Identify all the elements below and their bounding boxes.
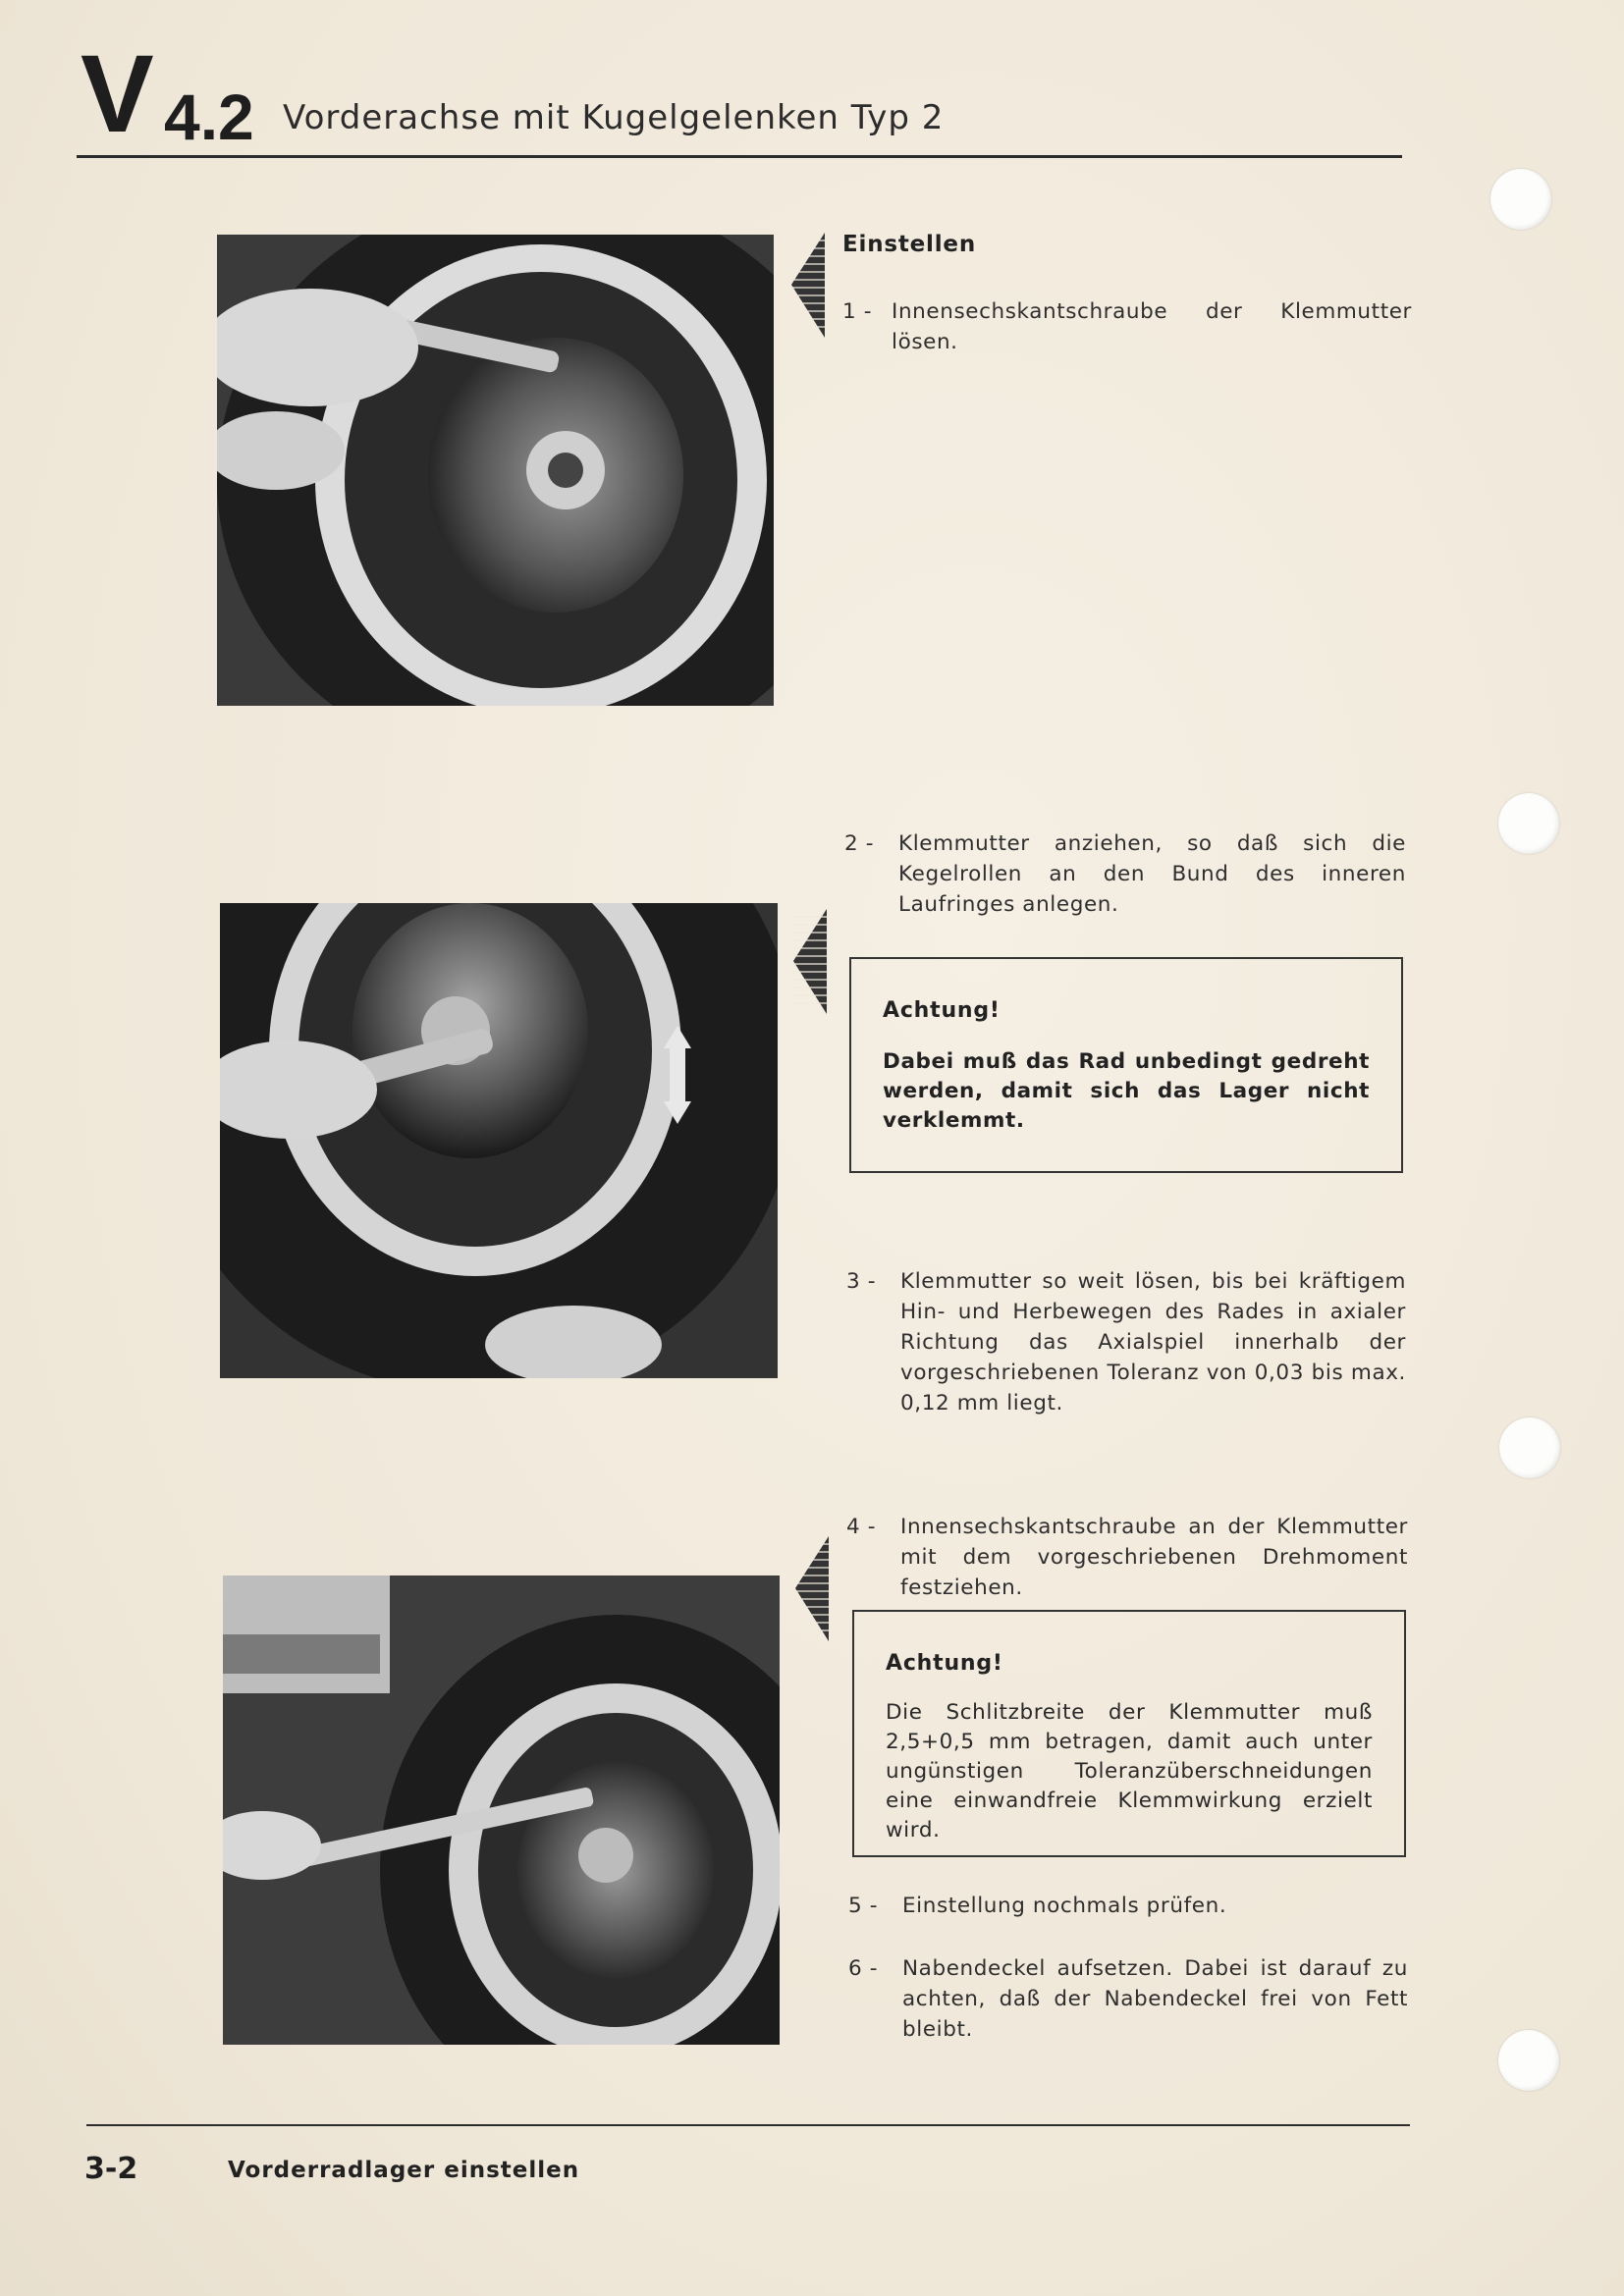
step-number: 4 -: [846, 1515, 877, 1539]
step-text: Nabendeckel aufsetzen. Dabei ist darauf zu achten, daß der Nabendeckel frei von Fett bleibt.: [902, 1956, 1408, 2042]
warning-title: Achtung!: [886, 1651, 1003, 1676]
page-title: Vorderachse mit Kugelgelenken Typ 2: [283, 98, 945, 137]
pointer-arrow-icon: [793, 909, 829, 1014]
step-text: Innensechskantschraube der Klemmutter lösen.: [892, 299, 1412, 354]
section-heading: Einstellen: [842, 232, 976, 257]
step-number: 2 -: [844, 831, 875, 856]
punch-hole: [1490, 169, 1551, 230]
photo-wheel-loosen-screw: [217, 235, 774, 706]
step-number: 3 -: [846, 1269, 877, 1294]
footer-title: Vorderradlager einstellen: [228, 2158, 580, 2183]
step-6: [848, 1953, 1408, 2045]
header-rule: [77, 155, 1402, 158]
footer-rule: [86, 2124, 1410, 2126]
warning-text: Dabei muß das Rad unbedingt gedreht werden, damit sich das Lager nicht verklemmt.: [883, 1049, 1370, 1133]
step-number: 1 -: [842, 299, 873, 324]
step-5: [848, 1891, 1408, 1921]
section-letter: V: [81, 32, 154, 155]
step-2: [844, 828, 1406, 920]
section-number: 4.2: [164, 80, 254, 153]
step-text: Klemmutter anziehen, so daß sich die Kegelrollen an den Bund des inneren Laufringes anlegen.: [898, 831, 1406, 917]
punch-hole: [1498, 2030, 1559, 2091]
page-number: 3-2: [84, 2152, 138, 2186]
step-number: 6 -: [848, 1956, 879, 1981]
step-text: Einstellung nochmals prüfen.: [902, 1894, 1227, 1918]
step-3: [846, 1266, 1406, 1418]
photo-wheel-torque-wrench: [223, 1575, 780, 2045]
punch-hole: [1499, 1417, 1560, 1478]
pointer-arrow-icon: [791, 233, 827, 338]
warning-text: Die Schlitzbreite der Klemmutter muß 2,5+0,5 mm betragen, damit auch unter ungünstigen Toleranzüberschneidungen eine einwandfreie Klemmwirkung erzielt wird.: [886, 1700, 1373, 1842]
step-1: [842, 296, 1412, 357]
photo-wheel-tighten-nut: [220, 903, 778, 1378]
pointer-arrow-icon: [795, 1536, 831, 1641]
warning-title: Achtung!: [883, 998, 1001, 1023]
step-number: 5 -: [848, 1894, 879, 1918]
step-text: Innensechskantschraube an der Klemmutter mit dem vorgeschriebenen Drehmoment festziehen.: [900, 1515, 1408, 1600]
punch-hole: [1498, 793, 1559, 854]
step-text: Klemmutter so weit lösen, bis bei kräftigem Hin- und Herbewegen des Rades in axialer Richtung das Axialspiel innerhalb der vorgeschriebenen Toleranz von 0,03 bis max. 0,12 mm liegt.: [900, 1269, 1406, 1415]
warning-box: [852, 1610, 1406, 1857]
warning-box: [849, 957, 1403, 1173]
step-4: [846, 1512, 1408, 1603]
